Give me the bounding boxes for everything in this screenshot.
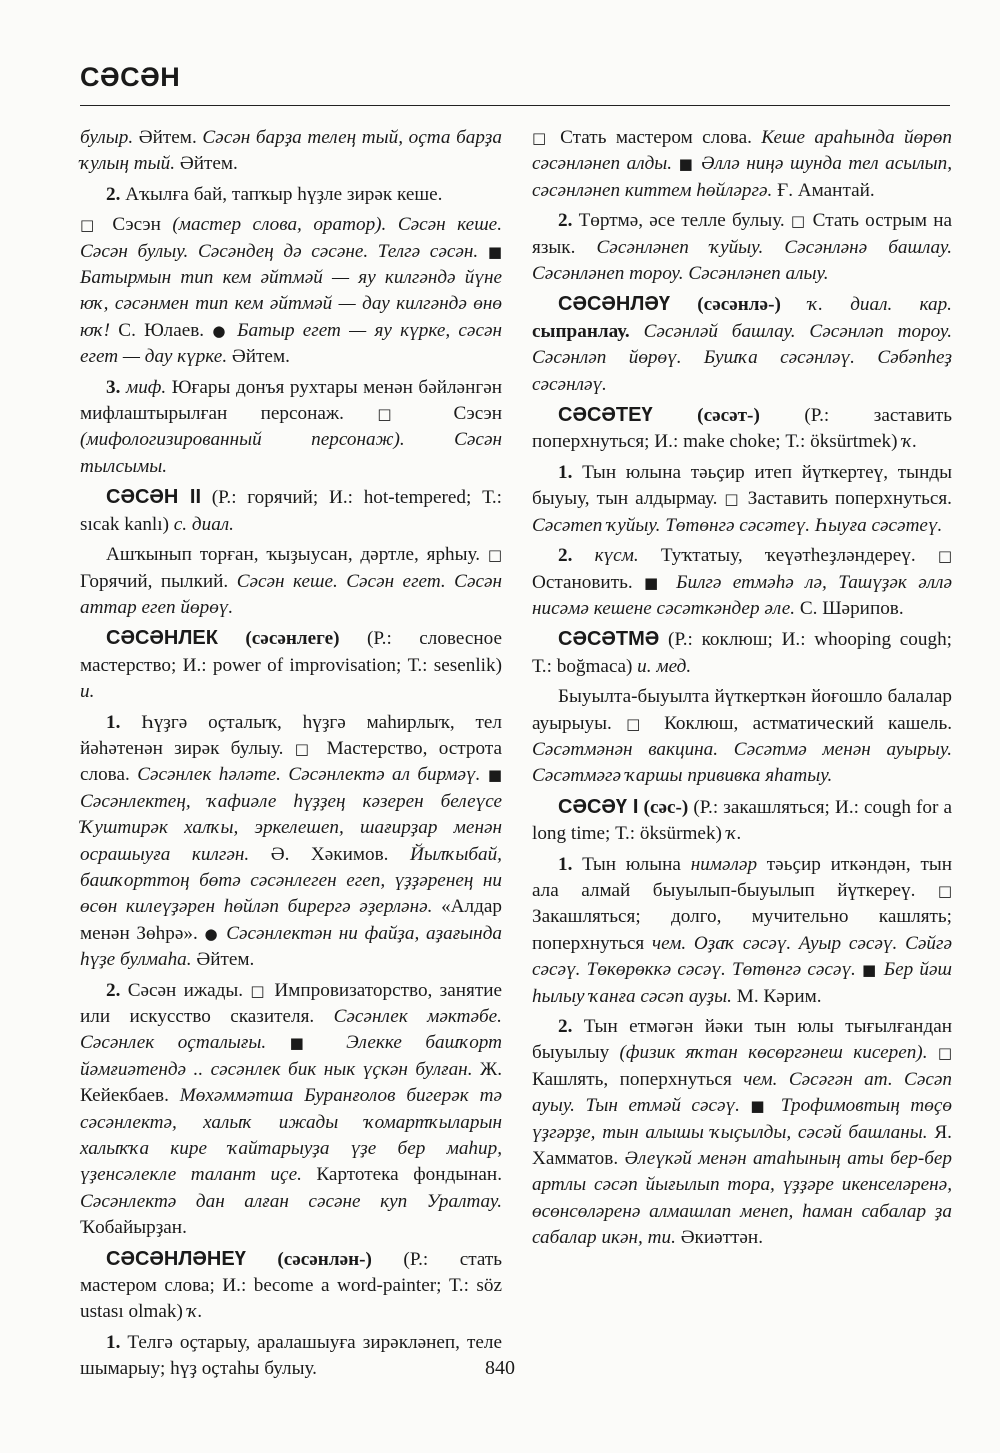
sense-1: 1. Тын юлына нимәләр тәьҫир иткәндән, тын ала алмай быуылып-быуылып йүткереү. □ Закашляться; долго, мучительно кашлять; поперхнуться чем. Оҙаҡ сәсәү. Ауыр сәсәү. Сәйгә сәсәү. Төкөрөккә сәсәү. Төтөнгә сәсәү. ■ Бер йәш һылыу ҡанға сәсәп ауҙы. М. Кәрим. <box>532 853 952 1007</box>
sense-2: 2. Тын етмәгән йәки тын юлы тығылғандан быуылыу (физик яҡтан көсөргәнеш кисереп). □ Кашлять, поперхнуться чем. Сәсәгән ат. Сәсәп ауыу. Тын етмәй сәсәү. ■ Трофимовтың төҫө үҙгәрҙе, тын алышы ҡыҫылды, сәсәй башланы. Я. Хамматов. Әлеүкәй менән атаһының аты бер-бер артлы сәсәп йығылып тора, үҙҙәре икенселәренә, өсөнсөләренә алмашлап менеп, һаман сабалар ҙа сабалар икән, ти. Әкиәттән. <box>532 1016 953 1249</box>
sense-1: 1. Һүҙгә оҫталыҡ, һүҙгә маһирлыҡ, тел йәһәтенән зирәк булыу. □ Мастерство, острота слова. Сәсәнлек һәләте. Сәсәнлектә ал бирмәү. ■ Сәсәнлектең, ҡафиәле һүҙҙең кәзерен белеүсе Ҡуштирәк халҡы, эркелешеп, шағирҙар менән осрашыуға килгән. Ә. Хәкимов. Йылҡыбай, башҡорттоң бөтә сәсәнлеген егеп, үҙҙәренең ни өсөн килеүҙәрен һөйләп бирергә әҙерләнә. «Алдар менән Зөһрә». ● Сәсәнлектән ни файҙа, аҙағында һүҙе булмаһа. Әйтем. <box>80 711 503 971</box>
headword-sesetme: СӘСӘТМӘ (Р.: коклюш; И.: whooping cough; Т.: boğmaca) и. мед. <box>532 628 952 677</box>
sense-2: 2. Аҡылға бай, тапҡыр һүҙле зирәк кеше. <box>106 183 443 205</box>
sense-2: 2. күсм. Туҡтатыу, ҡеүәтһеҙләндереү. □ Остановить. ■ Билгә етмәһә лә, Ташүҙәк әллә нисәмә кешене сәсәткәндер әле. С. Шәрипов. <box>532 545 952 619</box>
sense-2: 2. Сәсән ижады. □ Импровизаторство, занятие или искусство сказителя. Сәсәнлек мәктәбе. Сәсәнлек оҫталығы. ■ Элекке башҡорт йәмғиәтендә .. сәсәнлек бик нык үҫкән булған. Ж. Кейекбаев. Мөхәммәтша Буранғолов бигерәк тә сәсәнлектә, халыҡ ижады ҡомартҡыларын халыҡҡа кире ҡайтарыуҙа үҙе бер маһир, үҙенсәлекле талант иҫе. Картотека фондынан. Сәсәнлектә дан алған сәсәне куп Уралтау. Ҡобайырҙан. <box>80 979 503 1239</box>
square-icon: □ <box>937 1044 953 1063</box>
square-icon: □ <box>377 405 421 424</box>
definition: Быуылта-быуылта йүткерткән йоғошло балалар ауырыуы. □ Коклюш, астматический кашель. Сәсәтмәнән вакцина. Сәсәтмә менән ауырыу. Сәсәтмәгә ҡаршы прививка яһатыу. <box>532 686 952 787</box>
square-icon: □ <box>294 739 316 758</box>
headword-seseu-1: СӘСӘҮ I (сәс-) (Р.: закашляться; И.: cough for a long time; Т.: öksürmek) ҡ. <box>532 795 953 845</box>
bullet-icon: ● <box>204 924 220 943</box>
square-icon: □ <box>487 546 502 565</box>
headword-sesenleneu: СӘСӘНЛӘНЕҮ (сәсәнлән-) (Р.: стать мастером слова; И.: become a word-painter; Т.: söz ustası olmak) ҡ. <box>80 1247 502 1323</box>
bullet-icon: ● <box>212 321 229 340</box>
square-icon: □ <box>790 212 807 231</box>
black-square-icon: ■ <box>289 1034 323 1053</box>
square-icon: □ <box>724 490 741 509</box>
entry-paragraph: булыр. Әйтем. Сәсән барҙа телең тый, оҫта барҙа ҡулың тый. Әйтем. <box>80 127 502 175</box>
square-icon: □ <box>937 881 952 900</box>
square-icon: □ <box>626 714 650 733</box>
definition: Ашҡынып торған, ҡыҙыусан, дәртле, ярһыу. □ Горячий, пылкий. Сәсән кеше. Сәсән егет. Сәсән аттар егеп йөрөү. <box>80 544 503 618</box>
headword-sesen-2: СӘСӘН II (Р.: горячий; И.: hot-tempered; Т.: sıcak kanlı) с. диал. <box>80 486 502 535</box>
black-square-icon: ■ <box>750 1097 771 1116</box>
sense-3: 3. миф. Юғары донъя рухтары менән бәйләнгән мифлаштырылған персонаж. □ Сэсэн (мифологизированный персонаж). Сәсән тылсымы. <box>80 376 502 477</box>
left-column <box>80 125 502 1387</box>
running-head: СӘСӘН <box>80 62 181 92</box>
sense-1: 1. Телгә оҫтарыу, аралашыуға зирәкләнеп, теле шымарыу; һүҙ оҫтаһы булыу. <box>80 1331 502 1380</box>
sense-1: 1. Тын юлына тәьҫир итеп йүткертеү, тынды быуыу, тын алдырмау. □ Заставить поперхнуться. Сәсәтеп ҡуйыу. Төтөнгә сәсәтеү. Һыуға сәсәтеү. <box>532 461 952 536</box>
sense-2: 2. Төртмә, әсе телле булыу. □ Стать острым на язык. Сәсәнләнеп ҡуйыу. Сәсәнләнә башлау. Сәсәнләнеп тороу. Сәсәнләнеп алыу. <box>532 210 952 285</box>
headword-sesenlek: СӘСӘНЛЕК (сәсәнлеге) (Р.: словесное мастерство; И.: power of improvisation; Т.: sesenlik) и. <box>80 627 502 703</box>
square-icon: □ <box>532 129 551 147</box>
square-icon: □ <box>937 547 952 566</box>
square-icon: □ <box>80 216 101 235</box>
page-number: 840 <box>485 1357 515 1379</box>
headword-seseteu: СӘСӘТЕҮ (сәсәт-) (Р.: заставить поперхнуться; И.: make choke; Т.: öksürtmek) ҡ. <box>532 404 952 453</box>
headword-sesenleu: СӘСӘНЛӘҮ (сәсәнлә-) ҡ. диал. кар. сыпранлау. Сәсәнләй башлау. Сәсәнләп тороу. Сәсәнләп йөрөү. Бушҡа сәсәнләү. Сәбәпһеҙ сәсәнләү. <box>532 293 952 395</box>
page-header <box>80 62 950 106</box>
right-column <box>532 125 952 1256</box>
black-square-icon: ■ <box>678 155 695 174</box>
sense-2-translation: □ Сэсэн (мастер слова, оратор). Сәсән кеше. Сәсән булыу. Сәсәндең дә сәсәне. Телгә сәсән. ■ Батырмын тип кем әйтмәй — яу килгәндә йүне юҡ, сәсәнмен тип кем әйтмәй — дау килгәндә өнө юҡ! С. Юлаев. ● Батыр егет — яу күрке, сәсән егет — дау күрке. Әйтем. <box>80 214 503 368</box>
black-square-icon: ■ <box>644 573 665 592</box>
black-square-icon: ■ <box>487 242 502 261</box>
header-rule <box>80 105 950 106</box>
sense-1-translation: □ Стать мастером слова. Кеше араһында йөрөп сәсәнләнеп алды. ■ Әллә ниңә шунда тел асылып, сәсәнләнеп киттем һөйләргә. Ғ. Амантай. <box>532 127 952 201</box>
square-icon: □ <box>250 981 268 1000</box>
black-square-icon: ■ <box>487 766 503 785</box>
black-square-icon: ■ <box>862 961 878 980</box>
